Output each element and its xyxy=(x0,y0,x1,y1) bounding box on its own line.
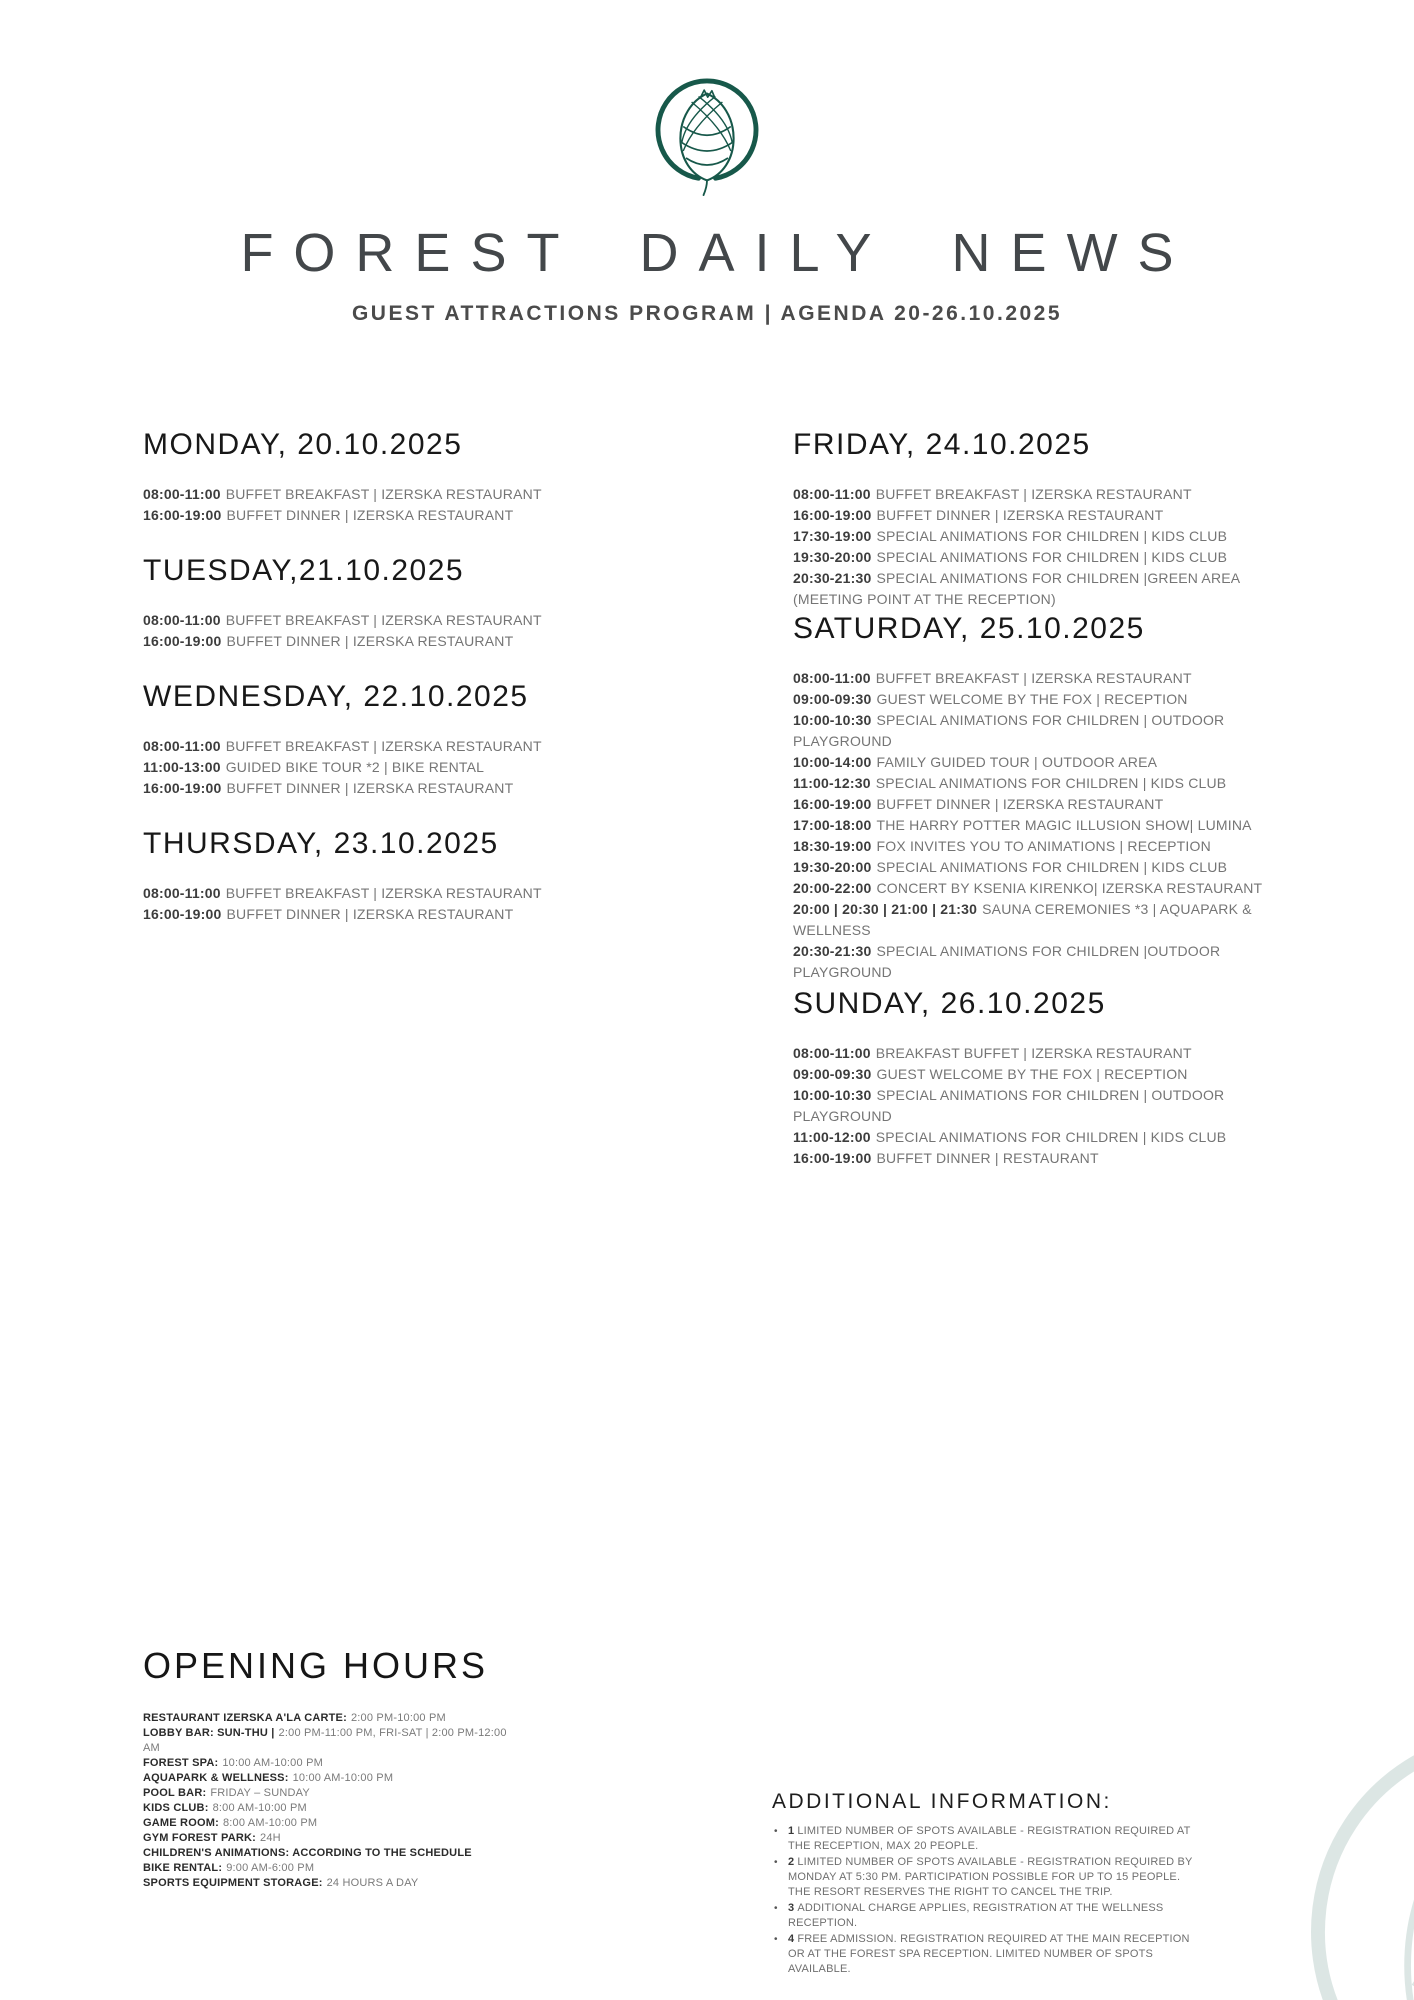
event-line xyxy=(793,1148,1293,1169)
event-time: 18:30-19:00 xyxy=(793,838,872,854)
hours-value: 24 HOURS A DAY xyxy=(326,1877,419,1889)
day-heading: THURSDAY, 23.10.2025 xyxy=(143,827,499,860)
event-text: BREAKFAST BUFFET | IZERSKA RESTAURANT xyxy=(875,1045,1192,1061)
event-time: 08:00-11:00 xyxy=(793,486,871,502)
info-body xyxy=(788,1855,1196,1900)
day-heading: TUESDAY,21.10.2025 xyxy=(143,554,465,587)
opening-hours-item xyxy=(143,1876,515,1891)
event-text: BUFFET DINNER | RESTAURANT xyxy=(876,1150,1099,1166)
opening-hours-list xyxy=(143,1711,515,1891)
bullet-icon: • xyxy=(774,1857,778,1868)
event-line xyxy=(143,610,663,631)
event-time: 16:00-19:00 xyxy=(793,796,872,812)
opening-hours-item xyxy=(143,1846,515,1861)
event-line xyxy=(793,815,1293,836)
event-text: CONCERT BY KSENIA KIRENKO| IZERSKA RESTAURANT xyxy=(876,880,1263,896)
hours-label: CHILDREN'S ANIMATIONS: ACCORDING TO THE SCHEDULE xyxy=(143,1847,472,1859)
event-line xyxy=(793,836,1293,857)
event-text: BUFFET DINNER | IZERSKA RESTAURANT xyxy=(876,796,1164,812)
event-line xyxy=(793,794,1293,815)
info-body xyxy=(788,1932,1196,1977)
opening-hours-item xyxy=(143,1726,515,1756)
event-line xyxy=(793,484,1293,505)
page-subtitle: GUEST ATTRACTIONS PROGRAM | AGENDA 20-26.10.2025 xyxy=(351,302,1063,325)
bullet-icon: • xyxy=(774,1903,778,1914)
event-time: 11:00-12:00 xyxy=(793,1129,871,1145)
event-text: GUEST WELCOME BY THE FOX | RECEPTION xyxy=(876,691,1188,707)
event-time: 09:00-09:30 xyxy=(793,691,872,707)
event-line xyxy=(793,773,1293,794)
additional-info-list xyxy=(772,1824,1196,1977)
event-line xyxy=(793,1064,1293,1085)
hours-value: 24H xyxy=(260,1832,281,1844)
event-time: 16:00-19:00 xyxy=(793,507,872,523)
event-line xyxy=(143,505,663,526)
event-time: 19:30-20:00 xyxy=(793,859,872,875)
event-text: SPECIAL ANIMATIONS FOR CHILDREN | KIDS CLUB xyxy=(875,775,1227,791)
day-section-friday xyxy=(793,428,1313,610)
opening-hours-item xyxy=(143,1786,515,1801)
event-line xyxy=(793,568,1293,610)
agenda xyxy=(143,428,1313,1197)
day-section-tuesday xyxy=(143,554,793,652)
watermark-pinecone-icon xyxy=(1234,1652,1414,2000)
event-line xyxy=(143,904,663,925)
day-section-saturday xyxy=(793,612,1313,983)
event-text: BUFFET BREAKFAST | IZERSKA RESTAURANT xyxy=(875,486,1192,502)
hours-label: BIKE RENTAL: xyxy=(143,1862,223,1874)
bullet-icon: • xyxy=(774,1826,778,1837)
hours-label: GAME ROOM: xyxy=(143,1817,219,1829)
info-text: ADDITIONAL CHARGE APPLIES, REGISTRATION AT THE WELLNESS RECEPTION. xyxy=(788,1902,1164,1929)
info-number: 2 xyxy=(788,1856,795,1868)
hours-value: 2:00 PM-10:00 PM xyxy=(350,1712,446,1724)
page-title: FOREST DAILY NEWS xyxy=(240,223,1194,283)
event-time: 16:00-19:00 xyxy=(143,780,222,796)
event-text: GUEST WELCOME BY THE FOX | RECEPTION xyxy=(876,1066,1188,1082)
event-time: 16:00-19:00 xyxy=(143,633,222,649)
additional-info-title: ADDITIONAL INFORMATION: xyxy=(772,1790,1112,1813)
day-heading: FRIDAY, 24.10.2025 xyxy=(793,428,1091,461)
event-time: 16:00-19:00 xyxy=(143,507,222,523)
day-section-monday xyxy=(143,428,793,526)
info-text: LIMITED NUMBER OF SPOTS AVAILABLE - REGISTRATION REQUIRED BY MONDAY AT 5:30 PM. PARTICIPATION POSSIBLE FOR UP TO 15 PEOPLE. THE RESORT RESERVES THE RIGHT TO CANCEL THE TRIP. xyxy=(788,1856,1193,1898)
event-text: SPECIAL ANIMATIONS FOR CHILDREN |GREEN AREA (MEETING POINT AT THE RECEPTION) xyxy=(793,570,1240,607)
event-text: BUFFET BREAKFAST | IZERSKA RESTAURANT xyxy=(225,885,542,901)
event-time: 10:00-14:00 xyxy=(793,754,872,770)
info-body xyxy=(788,1901,1196,1931)
event-line xyxy=(143,757,663,778)
event-line xyxy=(793,505,1293,526)
hours-value: 9:00 AM-6:00 PM xyxy=(226,1862,315,1874)
day-heading: SUNDAY, 26.10.2025 xyxy=(793,987,1106,1020)
info-item xyxy=(772,1901,1196,1931)
logo-wrap xyxy=(0,60,1414,212)
event-time: 10:00-10:30 xyxy=(793,1087,872,1103)
event-time: 08:00-11:00 xyxy=(143,612,221,628)
event-line xyxy=(793,1085,1293,1127)
event-time: 17:30-19:00 xyxy=(793,528,872,544)
hours-value: FRIDAY – SUNDAY xyxy=(210,1787,310,1799)
event-text: BUFFET DINNER | IZERSKA RESTAURANT xyxy=(226,507,514,523)
event-text: SPECIAL ANIMATIONS FOR CHILDREN | KIDS CLUB xyxy=(876,549,1228,565)
day-section-sunday xyxy=(793,987,1313,1169)
day-heading: MONDAY, 20.10.2025 xyxy=(143,428,463,461)
opening-hours-item xyxy=(143,1831,515,1846)
info-text: FREE ADMISSION. REGISTRATION REQUIRED AT THE MAIN RECEPTION OR AT THE FOREST SPA RECEPTION. LIMITED NUMBER OF SPOTS AVAILABLE. xyxy=(788,1933,1190,1975)
event-text: GUIDED BIKE TOUR *2 | BIKE RENTAL xyxy=(225,759,485,775)
info-item xyxy=(772,1824,1196,1854)
hours-label: FOREST SPA: xyxy=(143,1757,219,1769)
event-list xyxy=(143,883,663,925)
event-text: FOX INVITES YOU TO ANIMATIONS | RECEPTION xyxy=(876,838,1211,854)
event-time: 11:00-13:00 xyxy=(143,759,221,775)
header xyxy=(0,0,1414,326)
event-line xyxy=(143,778,663,799)
day-section-thursday xyxy=(143,827,793,925)
opening-hours-item xyxy=(143,1711,515,1726)
event-text: BUFFET BREAKFAST | IZERSKA RESTAURANT xyxy=(225,612,542,628)
event-text: BUFFET BREAKFAST | IZERSKA RESTAURANT xyxy=(225,486,542,502)
opening-hours-item xyxy=(143,1756,515,1771)
bullet-icon: • xyxy=(774,1934,778,1945)
opening-hours-item xyxy=(143,1771,515,1786)
event-text: SAUNA CEREMONIES *3 | AQUAPARK & WELLNESS xyxy=(793,901,1252,938)
opening-hours-item xyxy=(143,1801,515,1816)
event-line xyxy=(793,857,1293,878)
event-list xyxy=(793,484,1293,610)
agenda-column-left xyxy=(143,428,793,953)
event-line xyxy=(793,899,1293,941)
event-text: THE HARRY POTTER MAGIC ILLUSION SHOW| LUMINA xyxy=(876,817,1252,833)
event-time: 08:00-11:00 xyxy=(143,738,221,754)
event-text: SPECIAL ANIMATIONS FOR CHILDREN | OUTDOOR PLAYGROUND xyxy=(793,1087,1225,1124)
event-line xyxy=(793,668,1293,689)
hours-label: RESTAURANT IZERSKA A'LA CARTE: xyxy=(143,1712,347,1724)
info-number: 1 xyxy=(788,1825,795,1837)
event-list xyxy=(143,484,663,526)
event-text: SPECIAL ANIMATIONS FOR CHILDREN | KIDS CLUB xyxy=(876,528,1228,544)
event-line xyxy=(793,1043,1293,1064)
event-line xyxy=(143,883,663,904)
event-time: 08:00-11:00 xyxy=(793,1045,871,1061)
event-time: 17:00-18:00 xyxy=(793,817,872,833)
opening-hours-title: OPENING HOURS xyxy=(143,1645,489,1686)
hours-value: 2:00 PM-11:00 PM, FRI-SAT | 2:00 PM-12:00 AM xyxy=(143,1727,507,1754)
event-time: 16:00-19:00 xyxy=(793,1150,872,1166)
event-time: 20:00 | 20:30 | 21:00 | 21:30 xyxy=(793,901,978,917)
event-line xyxy=(143,484,663,505)
event-time: 19:30-20:00 xyxy=(793,549,872,565)
event-time: 20:00-22:00 xyxy=(793,880,872,896)
event-line xyxy=(793,689,1293,710)
event-text: FAMILY GUIDED TOUR | OUTDOOR AREA xyxy=(876,754,1158,770)
event-text: SPECIAL ANIMATIONS FOR CHILDREN | KIDS CLUB xyxy=(875,1129,1227,1145)
event-time: 20:30-21:30 xyxy=(793,570,872,586)
hours-label: LOBBY BAR: SUN-THU | xyxy=(143,1727,275,1739)
event-line xyxy=(793,752,1293,773)
event-time: 08:00-11:00 xyxy=(793,670,871,686)
day-heading: SATURDAY, 25.10.2025 xyxy=(793,612,1145,645)
info-item xyxy=(772,1932,1196,1977)
event-text: SPECIAL ANIMATIONS FOR CHILDREN | OUTDOOR PLAYGROUND xyxy=(793,712,1225,749)
event-time: 20:30-21:30 xyxy=(793,943,872,959)
opening-hours-section xyxy=(143,1645,515,1891)
event-line xyxy=(793,526,1293,547)
event-list xyxy=(143,610,663,652)
event-line xyxy=(793,710,1293,752)
info-item xyxy=(772,1855,1196,1900)
pinecone-logo-icon xyxy=(637,60,777,207)
event-time: 08:00-11:00 xyxy=(143,885,221,901)
opening-hours-item xyxy=(143,1816,515,1831)
event-line xyxy=(793,878,1293,899)
hours-label: SPORTS EQUIPMENT STORAGE: xyxy=(143,1877,323,1889)
info-number: 3 xyxy=(788,1902,795,1914)
hours-value: 8:00 AM-10:00 PM xyxy=(222,1817,318,1829)
event-line xyxy=(793,1127,1293,1148)
event-line xyxy=(793,547,1293,568)
agenda-column-right xyxy=(793,428,1313,1197)
hours-label: KIDS CLUB: xyxy=(143,1802,209,1814)
event-time: 16:00-19:00 xyxy=(143,906,222,922)
event-time: 08:00-11:00 xyxy=(143,486,221,502)
event-text: BUFFET BREAKFAST | IZERSKA RESTAURANT xyxy=(875,670,1192,686)
hours-label: GYM FOREST PARK: xyxy=(143,1832,256,1844)
hours-value: 10:00 AM-10:00 PM xyxy=(292,1772,394,1784)
event-list xyxy=(793,1043,1293,1169)
event-text: BUFFET DINNER | IZERSKA RESTAURANT xyxy=(226,633,514,649)
event-time: 10:00-10:30 xyxy=(793,712,872,728)
hours-value: 10:00 AM-10:00 PM xyxy=(222,1757,323,1769)
event-text: BUFFET DINNER | IZERSKA RESTAURANT xyxy=(226,906,514,922)
day-section-wednesday xyxy=(143,680,793,799)
day-heading: WEDNESDAY, 22.10.2025 xyxy=(143,680,529,713)
event-time: 09:00-09:30 xyxy=(793,1066,872,1082)
event-line xyxy=(793,941,1293,983)
event-list xyxy=(143,736,663,799)
hours-label: AQUAPARK & WELLNESS: xyxy=(143,1772,289,1784)
event-text: BUFFET DINNER | IZERSKA RESTAURANT xyxy=(226,780,514,796)
info-body xyxy=(788,1824,1196,1854)
event-text: SPECIAL ANIMATIONS FOR CHILDREN |OUTDOOR PLAYGROUND xyxy=(793,943,1221,980)
hours-label: POOL BAR: xyxy=(143,1787,207,1799)
event-line xyxy=(143,736,663,757)
additional-info-section xyxy=(772,1790,1196,1978)
info-text: LIMITED NUMBER OF SPOTS AVAILABLE - REGISTRATION REQUIRED AT THE RECEPTION, MAX 20 PEOPLE. xyxy=(788,1825,1191,1852)
info-number: 4 xyxy=(788,1933,795,1945)
event-line xyxy=(143,631,663,652)
event-text: BUFFET DINNER | IZERSKA RESTAURANT xyxy=(876,507,1164,523)
hours-value: 8:00 AM-10:00 PM xyxy=(212,1802,307,1814)
event-text: SPECIAL ANIMATIONS FOR CHILDREN | KIDS CLUB xyxy=(876,859,1228,875)
event-text: BUFFET BREAKFAST | IZERSKA RESTAURANT xyxy=(225,738,542,754)
event-list xyxy=(793,668,1293,983)
opening-hours-item xyxy=(143,1861,515,1876)
event-time: 11:00-12:30 xyxy=(793,775,871,791)
